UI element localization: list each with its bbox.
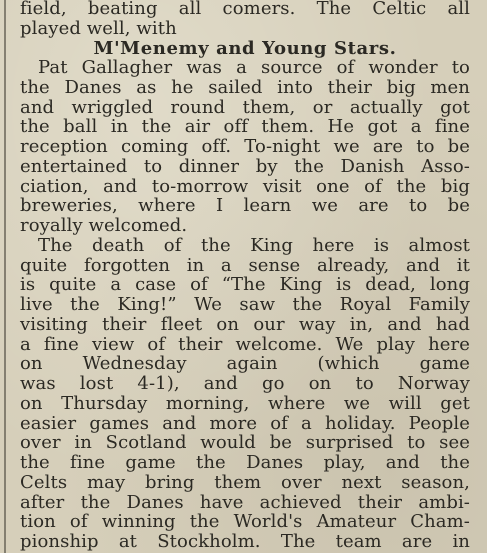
article-line: after the Danes have achieved their ambi- [20,491,470,513]
article-line: a fine view of their welcome. We play here [20,333,470,355]
article-line: Celts may bring them over next season, [20,471,470,493]
article-line: was lost 4-1), and go on to Norway [20,373,470,395]
article-line: easier games and more of a holiday. People [20,412,470,434]
subheading: M'Menemy and Young Stars. [93,37,397,59]
article-line: on Wednesday again (which game [20,353,470,375]
article-line: over in Scotland would be surprised to see [20,432,470,454]
article-line: visiting their fleet on our way in, and had [20,313,470,335]
article-line: on Thursday morning, where we will get [20,392,470,414]
article-line: royally welcomed. [20,215,188,237]
article-line: ciation, and to-morrow visit one of the big [20,175,470,197]
article-line: The death of the King here is almost [38,234,470,256]
article-line: tion of winning the World's Amateur Cham- [20,511,470,533]
article-line: breweries, where I learn we are to be [20,195,470,217]
article-line: the fine game the Danes play, and the [20,452,470,473]
article-line: is quite a case of “The King is dead, long [20,274,470,296]
article-line: Pat Gallagher was a source of wonder to [38,57,470,79]
article-line: entertained to dinner by the Danish Asso- [20,155,470,177]
column-rule [4,0,6,553]
article-line: and wriggled round them, or actually got [20,96,470,118]
article-line: played well, with [20,17,177,39]
article-line: quite forgotten in a sense already, and it [20,254,470,276]
article-line: pionship at Stockholm. The team are in [20,531,470,552]
article-line: the Danes as he sailed into their big men [20,77,470,98]
article-line: live the King!” We saw the Royal Family [20,294,470,316]
article-line: field, beating all comers. The Celtic all [20,0,470,19]
article-line: the ball in the air off them. He got a fine [20,116,470,138]
article-line: reception coming off. To-night we are to be [20,136,470,158]
